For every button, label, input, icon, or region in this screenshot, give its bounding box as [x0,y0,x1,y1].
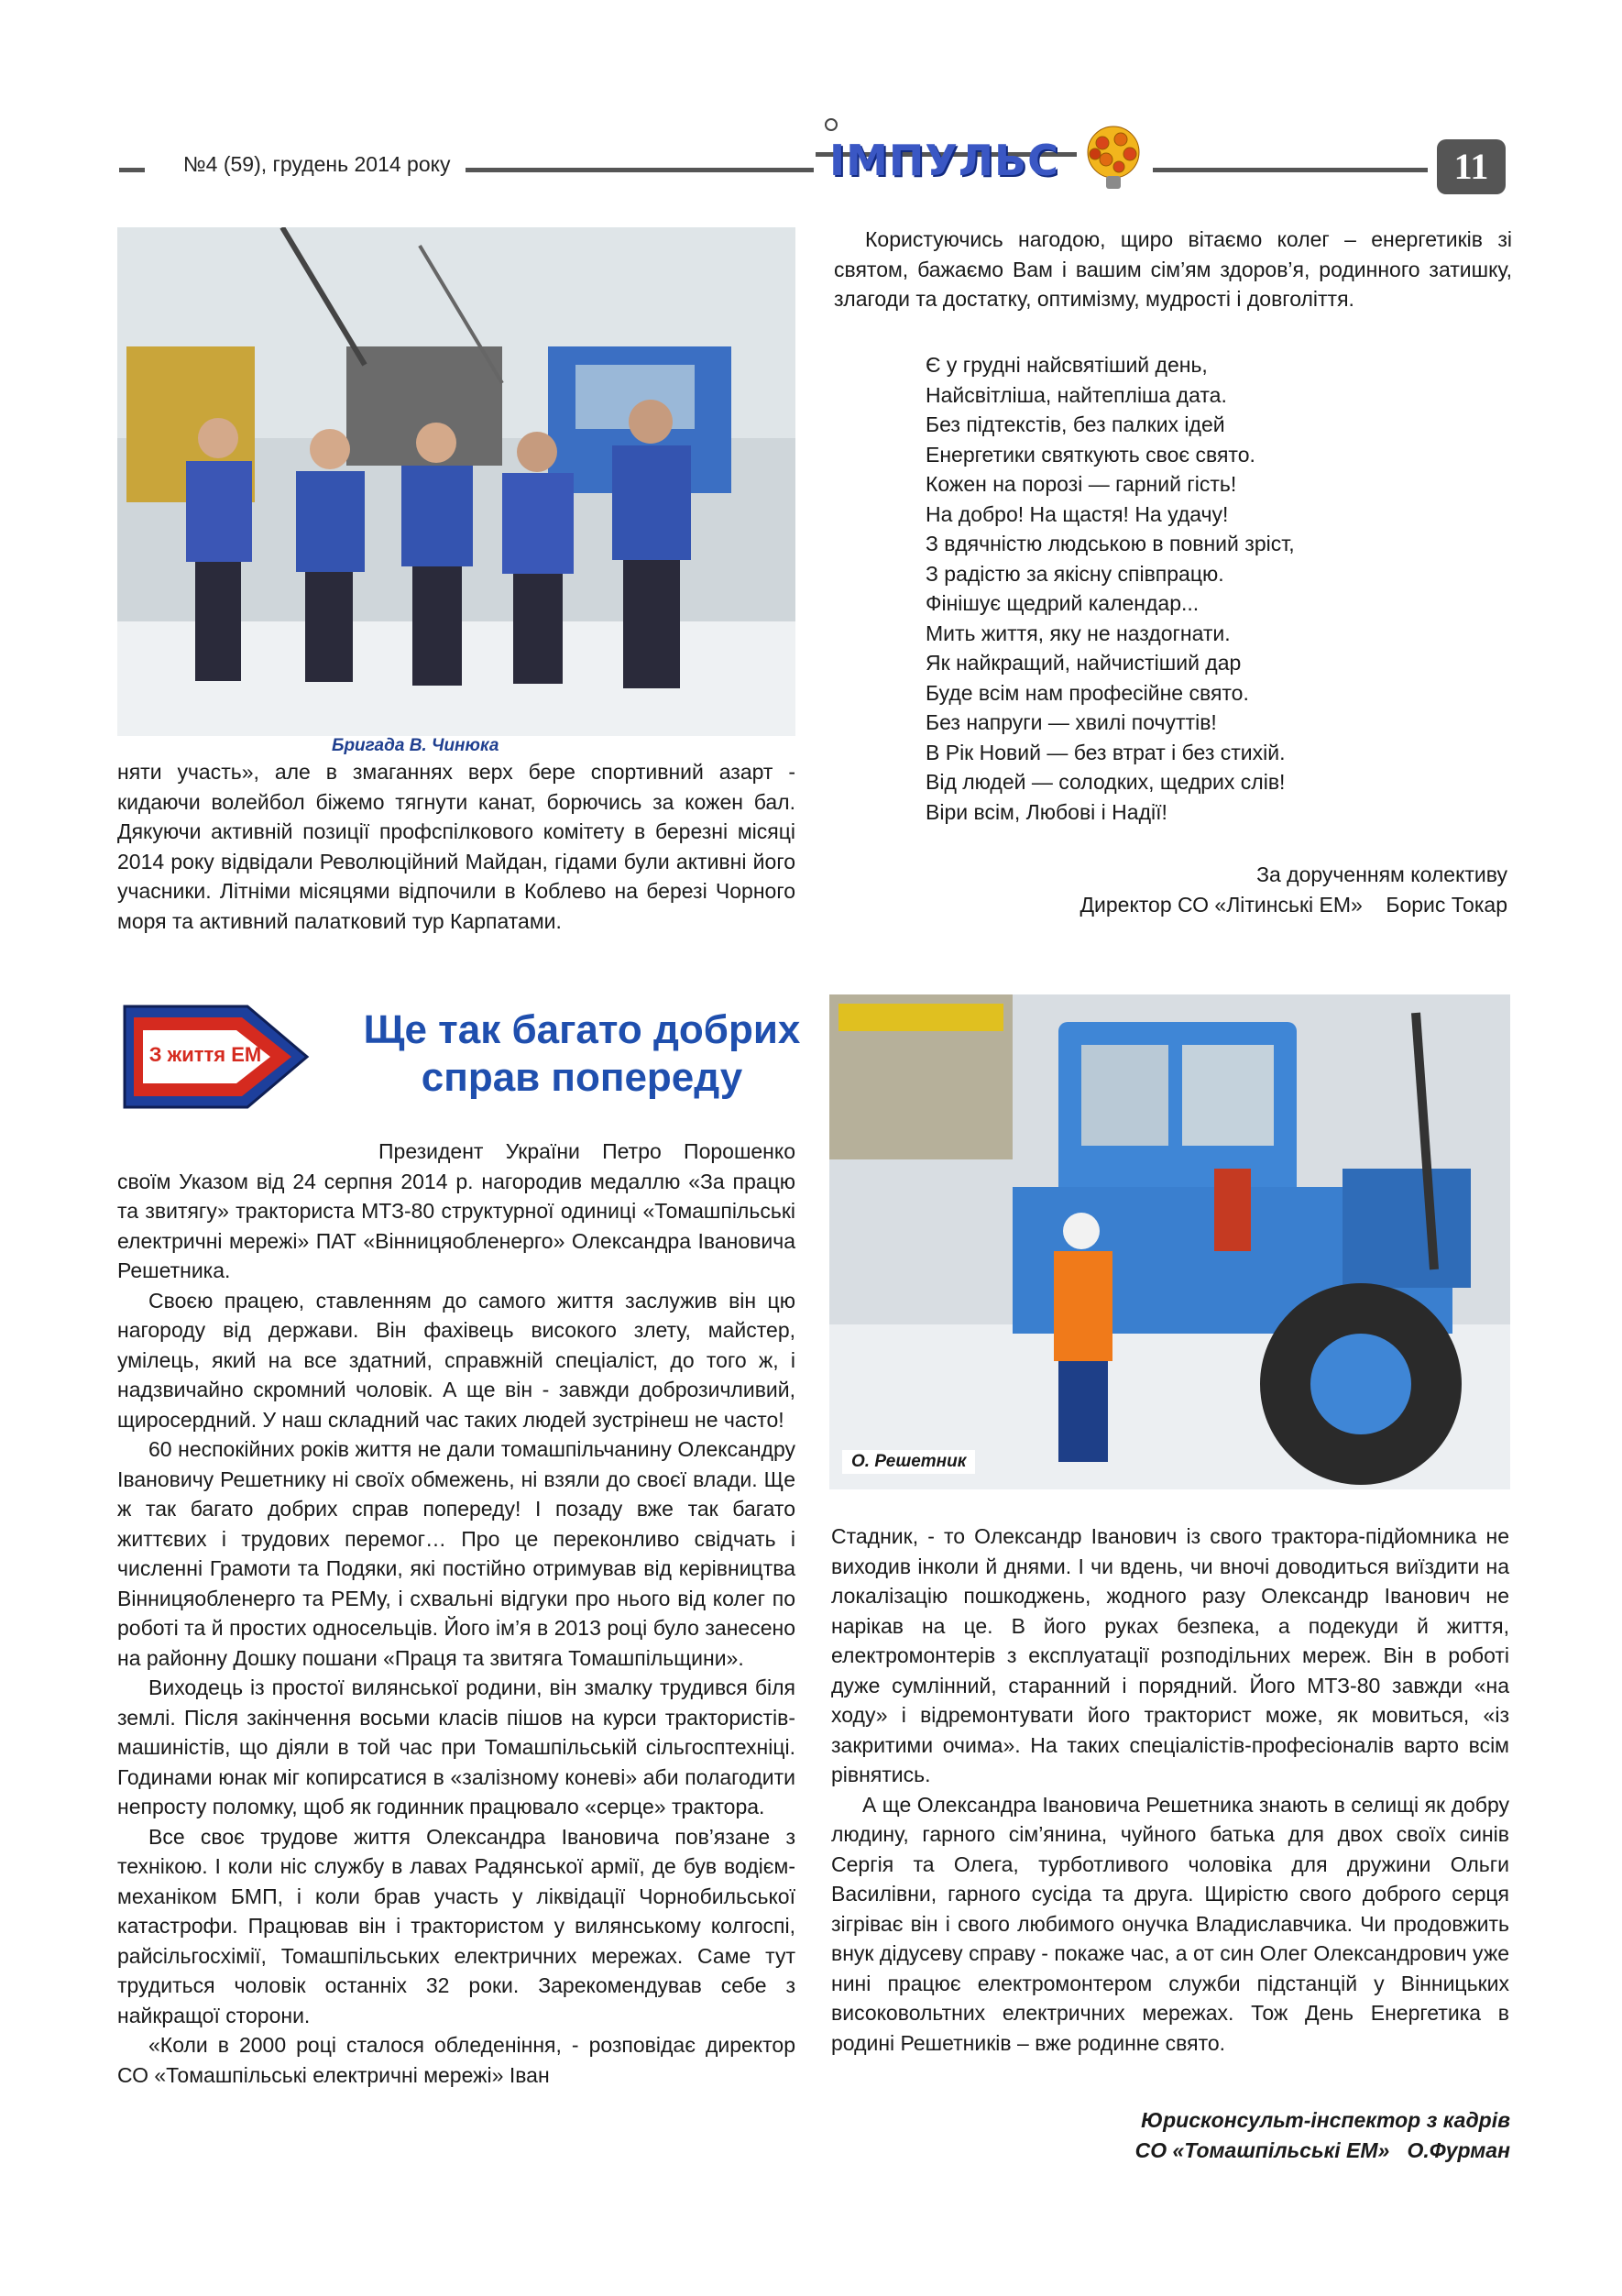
article-right-column [831,1522,1509,2058]
article-paragraph: «Коли в 2000 році сталося обледеніння, - розповідає директор СО «Томашпільські електричні мережі» Іван [117,2033,795,2087]
article-paragraph: А ще Олександра Івановича Решетника знають в селищі як добру людину, гарного сім’янина, чуйного батька для двох своїх синів Сергія та Олега, турботливого чоловіка для дружини Ольги Василівни, гарного сусіда та друга. Щирістю свого доброго серця зігріває він і свого любимого онучка Владиславчика. Чи продовжить внук дідусеву справу - покаже час, а от син Олег Олександрович уже нині працює електромонтером служби підстанцій у Вінницьких високовольтних електричних мережах. Тож День Енергетика в родині Решетників – вже родинне свято. [831,1792,1509,2055]
signature1-line2: Директор СО «Літинські ЕМ» Борис Токар [1080,893,1507,917]
newspaper-logo [811,117,1155,195]
poem-line: В Рік Новий — без втрат і без стихій. [926,740,1286,764]
article-headline: Ще так багато добрих справ попереду [363,1007,801,1100]
right-top-intro [834,225,1512,314]
article-continued-paragraph: Стадник, - то Олександр Іванович із свого трактора-підйомника не виходив інколи й днями. І чи вдень, чи вночі доводиться виїздити на локалізацію пошкоджень, жодного разу Олександр Іванович не нарікав на це. В його руках безпека, а подекуди й життя, електромонтерів з експлуатації розподільних мереж. Він в роботі дуже сумлінний, старанний і порядний. Його МТЗ-80 завжди «на ходу» і відремонтувати його тракторист може, як мовиться, «із закритими очима». На таких спеціалістів-професіоналів варто всім рівнятись. [831,1524,1509,1786]
article-paragraph: Виходець із простої вилянської родини, він змалку трудився біля землі. Після закінчення восьми класів пішов на курси трактористів-машиністів, що діяли в той час при Томашпільській сільгосптехніці. Годинами юнак міг копирсатися в «залізному коневі» аби полагодити непросту поломку, щоб як годинник працювало «серце» трактора. [117,1675,795,1818]
poem-line: Фінішує щедрий календар... [926,591,1200,615]
photo-brigade [117,227,795,736]
issue-info: №4 (59), грудень 2014 року [183,152,451,176]
poem-line: Енергетики святкують своє свято. [926,442,1255,467]
poem-line: Кожен на порозі — гарний гість! [926,472,1237,496]
poem-line: Як найкращий, найчистіший дар [926,651,1242,675]
article-lead-paragraph: Президент України Петро Порошенко своїм Указом від 24 серпня 2014 р. нагородив медаллю «За працю та звитягу» тракториста МТЗ-80 структурної одиниці «Томашпільські електричні мережі» ПАТ «Вінницяобленерго» Олександра Івановича Решетника. [117,1139,795,1282]
left-top-text [117,757,795,936]
article-paragraph: Все своє трудове життя Олександра Івановича пов’язане з технікою. І коли ніс службу в лавах Радянської армії, де був водієм-механіком БМП, і коли брав участь у ліквідації Чорнобильської катастрофи. Працював він і трактористом у вилянському колгоспі, райсільгосхімії, Томашпільських електричних мережах. Саме тут трудиться чоловік останніх 32 роки. Зарекомендував себе з найкращої сторони. [117,1824,795,2027]
header-rule-right [1153,168,1428,172]
header-rule-left [119,168,145,172]
left-top-paragraph: няти участь», але в змаганнях верх бере спортивний азарт - кидаючи волейбол біжемо тягнути канат, борючись за кожен бал. Дякуючи активній позиції профспілкового комітету в березні місяці 2014 року відвідали Революційний Майдан, гідами були активні його учасники. Літніми місяцями відпочили в Коблево на березі Чорного моря та активний палатковий тур Карпатами. [117,760,795,933]
poem-line: Без напруги — хвилі почуттів! [926,710,1217,734]
poem-line: Буде всім нам професійне свято. [926,680,1249,705]
article-paragraph: 60 неспокійних років життя не дали томашпільчанину Олександру Івановичу Решетнику ні своїх обмежень, ні взяли до своєї влади. Ще ж так багато добрих справ попереду! І позаду вже так багато життєвих і трудових перемог… Про це переконливо свідчать і численні Грамоти та Подяки, які постійно отримував від керівництва Вінницяобленерго та РЕМу, і схвальні відгуки про нього від колег по роботі та й простих односельців. Його ім’я в 2013 році було занесено на районну Дошку пошани «Праця та звитяга Томашпільщини». [117,1437,795,1670]
brigade-photo-image [117,227,795,736]
poem-line: Віри всім, Любові і Надії! [926,799,1167,824]
signature1-line1: За дорученням колективу [1256,862,1507,886]
greeting-paragraph: Користуючись нагодою, щиро вітаємо колег – енергетиків зі святом, бажаємо Вам і вашим сім’ям здоров’я, родинного затишку, злагоди та достатку, оптимізму, мудрості і довголіття. [834,227,1512,311]
poem-line: Без підтекстів, без палких ідей [926,412,1225,436]
photo2-caption: О. Решетник [842,1450,975,1474]
signature2-line1: Юрисконсульт-інспектор з кадрів [1141,2108,1510,2132]
rubric-badge [119,988,316,1126]
photo1-caption: Бригада В. Чинюка [332,736,499,755]
header-rule-middle [466,168,814,172]
poem-line: З радістю за якісну співпрацю. [926,561,1224,586]
poem [926,350,1295,827]
signature-tomashpil [916,2105,1510,2166]
photo-tractor [829,994,1510,1489]
poem-line: З вдячністю людською в повний зріст, [926,532,1295,555]
poem-line: Мить життя, яку не наздогнати. [926,621,1231,645]
article-paragraph: Своєю працею, ставленням до самого життя заслужив він цю нагороду від держави. Він фахівець високого злету, майстер, умілець, який на все здатний, справжній спеціаліст, до того ж, і надзвичайно скромний чоловік. А ще він - завжди доброзичливий, щиросердний. У наш складний час таких людей зустрінеш не часто! [117,1288,795,1432]
signature-litynski [871,860,1507,920]
poem-line: На добро! На щастя! На удачу! [926,501,1229,526]
poem-line: Найсвітліша, найтепліша дата. [926,382,1227,407]
poem-line: Від людей — солодких, щедрих слів! [926,770,1286,794]
rubric-label: З життя ЕМ [148,1043,262,1066]
signature2-line2: СО «Томашпільські ЕМ» О.Фурман [1134,2138,1510,2162]
tractor-photo-image [829,994,1510,1489]
logo-text: ІМПУЛЬС [829,136,1059,185]
poem-line: Є у грудні найсвятіший день, [926,353,1208,377]
page-number: 11 [1437,139,1506,194]
article-left-column [117,1137,795,2090]
